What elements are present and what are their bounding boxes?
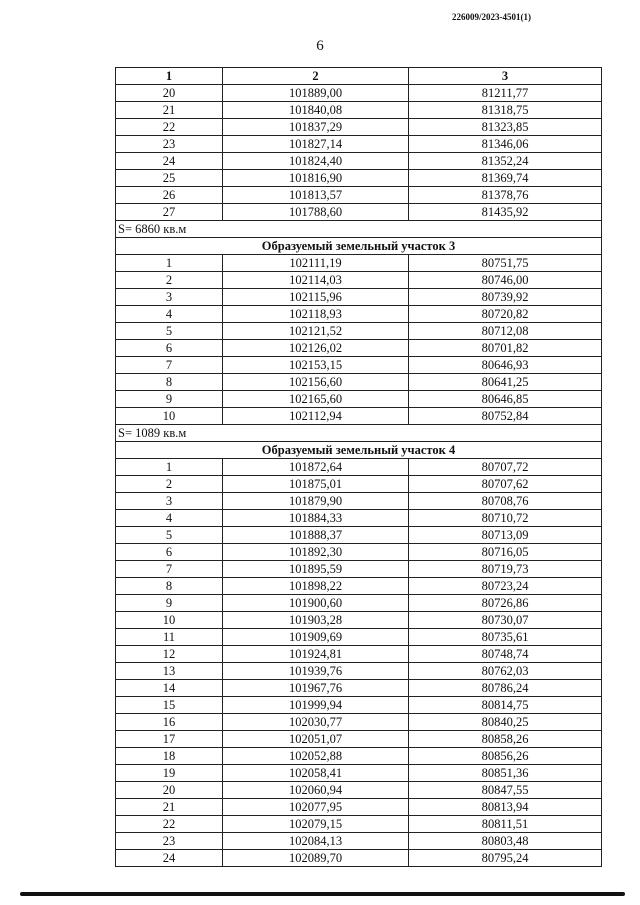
x-coordinate-cell: 102118,93 <box>223 306 409 323</box>
x-coordinate-cell: 102114,03 <box>223 272 409 289</box>
y-coordinate-cell: 80712,08 <box>409 323 602 340</box>
column-header: 3 <box>409 68 602 85</box>
point-number-cell: 3 <box>116 493 223 510</box>
table-row <box>116 187 602 204</box>
table-body <box>116 85 602 867</box>
table-row <box>116 204 602 221</box>
point-number-cell: 8 <box>116 374 223 391</box>
x-coordinate-cell: 101900,60 <box>223 595 409 612</box>
table-row <box>116 527 602 544</box>
section-title: Образуемый земельный участок 4 <box>116 442 602 459</box>
x-coordinate-cell: 101884,33 <box>223 510 409 527</box>
x-coordinate-cell: 101827,14 <box>223 136 409 153</box>
point-number-cell: 14 <box>116 680 223 697</box>
y-coordinate-cell: 80795,24 <box>409 850 602 867</box>
table-row <box>116 612 602 629</box>
x-coordinate-cell: 102165,60 <box>223 391 409 408</box>
y-coordinate-cell: 80646,85 <box>409 391 602 408</box>
x-coordinate-cell: 102060,94 <box>223 782 409 799</box>
y-coordinate-cell: 80752,84 <box>409 408 602 425</box>
point-number-cell: 4 <box>116 510 223 527</box>
table-row <box>116 340 602 357</box>
point-number-cell: 1 <box>116 459 223 476</box>
column-header: 2 <box>223 68 409 85</box>
x-coordinate-cell: 101872,64 <box>223 459 409 476</box>
x-coordinate-cell: 102051,07 <box>223 731 409 748</box>
x-coordinate-cell: 102126,02 <box>223 340 409 357</box>
y-coordinate-cell: 80851,36 <box>409 765 602 782</box>
table-row <box>116 510 602 527</box>
y-coordinate-cell: 80707,62 <box>409 476 602 493</box>
x-coordinate-cell: 101824,40 <box>223 153 409 170</box>
table-row <box>116 833 602 850</box>
x-coordinate-cell: 101924,81 <box>223 646 409 663</box>
table-row <box>116 272 602 289</box>
x-coordinate-cell: 102156,60 <box>223 374 409 391</box>
y-coordinate-cell: 80813,94 <box>409 799 602 816</box>
point-number-cell: 21 <box>116 102 223 119</box>
table-row <box>116 697 602 714</box>
x-coordinate-cell: 102089,70 <box>223 850 409 867</box>
point-number-cell: 5 <box>116 527 223 544</box>
table-row <box>116 357 602 374</box>
x-coordinate-cell: 101816,90 <box>223 170 409 187</box>
point-number-cell: 17 <box>116 731 223 748</box>
table-row <box>116 765 602 782</box>
point-number-cell: 20 <box>116 782 223 799</box>
x-coordinate-cell: 101813,57 <box>223 187 409 204</box>
y-coordinate-cell: 80786,24 <box>409 680 602 697</box>
point-number-cell: 25 <box>116 170 223 187</box>
point-number-cell: 1 <box>116 255 223 272</box>
table-row <box>116 850 602 867</box>
table-row <box>116 646 602 663</box>
table-row <box>116 391 602 408</box>
y-coordinate-cell: 80858,26 <box>409 731 602 748</box>
point-number-cell: 13 <box>116 663 223 680</box>
y-coordinate-cell: 81323,85 <box>409 119 602 136</box>
table-row <box>116 578 602 595</box>
x-coordinate-cell: 101879,90 <box>223 493 409 510</box>
y-coordinate-cell: 80803,48 <box>409 833 602 850</box>
table-row <box>116 629 602 646</box>
x-coordinate-cell: 101788,60 <box>223 204 409 221</box>
x-coordinate-cell: 102079,15 <box>223 816 409 833</box>
y-coordinate-cell: 80707,72 <box>409 459 602 476</box>
table-header-row <box>116 68 602 85</box>
table-row <box>116 595 602 612</box>
y-coordinate-cell: 80720,82 <box>409 306 602 323</box>
x-coordinate-cell: 102052,88 <box>223 748 409 765</box>
point-number-cell: 15 <box>116 697 223 714</box>
point-number-cell: 18 <box>116 748 223 765</box>
point-number-cell: 2 <box>116 476 223 493</box>
y-coordinate-cell: 80856,26 <box>409 748 602 765</box>
point-number-cell: 23 <box>116 833 223 850</box>
y-coordinate-cell: 81318,75 <box>409 102 602 119</box>
table-row <box>116 476 602 493</box>
point-number-cell: 12 <box>116 646 223 663</box>
table-row <box>116 459 602 476</box>
y-coordinate-cell: 80708,76 <box>409 493 602 510</box>
y-coordinate-cell: 80735,61 <box>409 629 602 646</box>
x-coordinate-cell: 101999,94 <box>223 697 409 714</box>
y-coordinate-cell: 81352,24 <box>409 153 602 170</box>
x-coordinate-cell: 101875,01 <box>223 476 409 493</box>
table-row <box>116 374 602 391</box>
section-heading-row <box>116 238 602 255</box>
x-coordinate-cell: 102111,19 <box>223 255 409 272</box>
y-coordinate-cell: 81378,76 <box>409 187 602 204</box>
y-coordinate-cell: 80811,51 <box>409 816 602 833</box>
point-number-cell: 9 <box>116 595 223 612</box>
table-row <box>116 714 602 731</box>
table-row <box>116 170 602 187</box>
point-number-cell: 9 <box>116 391 223 408</box>
point-number-cell: 5 <box>116 323 223 340</box>
area-label: S= 1089 кв.м <box>116 425 602 442</box>
table-row <box>116 408 602 425</box>
x-coordinate-cell: 102077,95 <box>223 799 409 816</box>
x-coordinate-cell: 101889,00 <box>223 85 409 102</box>
area-row <box>116 221 602 238</box>
table-row <box>116 493 602 510</box>
x-coordinate-cell: 102084,13 <box>223 833 409 850</box>
table-row <box>116 323 602 340</box>
x-coordinate-cell: 101903,28 <box>223 612 409 629</box>
y-coordinate-cell: 80716,05 <box>409 544 602 561</box>
point-number-cell: 6 <box>116 340 223 357</box>
bottom-rule <box>20 892 625 896</box>
table-row <box>116 782 602 799</box>
y-coordinate-cell: 80739,92 <box>409 289 602 306</box>
table-row <box>116 153 602 170</box>
point-number-cell: 10 <box>116 408 223 425</box>
table-row <box>116 561 602 578</box>
point-number-cell: 7 <box>116 357 223 374</box>
table-row <box>116 136 602 153</box>
x-coordinate-cell: 101939,76 <box>223 663 409 680</box>
column-header: 1 <box>116 68 223 85</box>
x-coordinate-cell: 102058,41 <box>223 765 409 782</box>
table-row <box>116 544 602 561</box>
point-number-cell: 22 <box>116 119 223 136</box>
point-number-cell: 21 <box>116 799 223 816</box>
y-coordinate-cell: 80719,73 <box>409 561 602 578</box>
x-coordinate-cell: 102121,52 <box>223 323 409 340</box>
x-coordinate-cell: 101898,22 <box>223 578 409 595</box>
table-row <box>116 102 602 119</box>
point-number-cell: 11 <box>116 629 223 646</box>
area-row <box>116 425 602 442</box>
document-number: 226009/2023-4501(1) <box>452 12 531 22</box>
point-number-cell: 2 <box>116 272 223 289</box>
section-heading-row <box>116 442 602 459</box>
y-coordinate-cell: 81435,92 <box>409 204 602 221</box>
point-number-cell: 6 <box>116 544 223 561</box>
y-coordinate-cell: 80723,24 <box>409 578 602 595</box>
coordinates-table <box>115 67 602 867</box>
table-row <box>116 255 602 272</box>
x-coordinate-cell: 102153,15 <box>223 357 409 374</box>
point-number-cell: 7 <box>116 561 223 578</box>
table-row <box>116 289 602 306</box>
y-coordinate-cell: 80646,93 <box>409 357 602 374</box>
x-coordinate-cell: 101837,29 <box>223 119 409 136</box>
point-number-cell: 3 <box>116 289 223 306</box>
x-coordinate-cell: 102112,94 <box>223 408 409 425</box>
table-row <box>116 799 602 816</box>
page-number: 6 <box>316 38 324 54</box>
table-row <box>116 306 602 323</box>
point-number-cell: 26 <box>116 187 223 204</box>
x-coordinate-cell: 102030,77 <box>223 714 409 731</box>
point-number-cell: 8 <box>116 578 223 595</box>
point-number-cell: 4 <box>116 306 223 323</box>
point-number-cell: 24 <box>116 153 223 170</box>
y-coordinate-cell: 80847,55 <box>409 782 602 799</box>
y-coordinate-cell: 80840,25 <box>409 714 602 731</box>
x-coordinate-cell: 101967,76 <box>223 680 409 697</box>
point-number-cell: 23 <box>116 136 223 153</box>
table-row <box>116 85 602 102</box>
x-coordinate-cell: 101909,69 <box>223 629 409 646</box>
y-coordinate-cell: 81211,77 <box>409 85 602 102</box>
x-coordinate-cell: 101840,08 <box>223 102 409 119</box>
point-number-cell: 27 <box>116 204 223 221</box>
point-number-cell: 22 <box>116 816 223 833</box>
point-number-cell: 16 <box>116 714 223 731</box>
section-title: Образуемый земельный участок 3 <box>116 238 602 255</box>
y-coordinate-cell: 80814,75 <box>409 697 602 714</box>
table-row <box>116 663 602 680</box>
x-coordinate-cell: 102115,96 <box>223 289 409 306</box>
table-row <box>116 119 602 136</box>
y-coordinate-cell: 80746,00 <box>409 272 602 289</box>
y-coordinate-cell: 80751,75 <box>409 255 602 272</box>
point-number-cell: 10 <box>116 612 223 629</box>
y-coordinate-cell: 80710,72 <box>409 510 602 527</box>
point-number-cell: 20 <box>116 85 223 102</box>
x-coordinate-cell: 101895,59 <box>223 561 409 578</box>
y-coordinate-cell: 81346,06 <box>409 136 602 153</box>
x-coordinate-cell: 101892,30 <box>223 544 409 561</box>
x-coordinate-cell: 101888,37 <box>223 527 409 544</box>
y-coordinate-cell: 80748,74 <box>409 646 602 663</box>
point-number-cell: 24 <box>116 850 223 867</box>
y-coordinate-cell: 80726,86 <box>409 595 602 612</box>
point-number-cell: 19 <box>116 765 223 782</box>
y-coordinate-cell: 80730,07 <box>409 612 602 629</box>
area-label: S= 6860 кв.м <box>116 221 602 238</box>
y-coordinate-cell: 80762,03 <box>409 663 602 680</box>
table-row <box>116 748 602 765</box>
table-row <box>116 680 602 697</box>
table-row <box>116 816 602 833</box>
table-row <box>116 731 602 748</box>
y-coordinate-cell: 80713,09 <box>409 527 602 544</box>
y-coordinate-cell: 81369,74 <box>409 170 602 187</box>
y-coordinate-cell: 80701,82 <box>409 340 602 357</box>
y-coordinate-cell: 80641,25 <box>409 374 602 391</box>
